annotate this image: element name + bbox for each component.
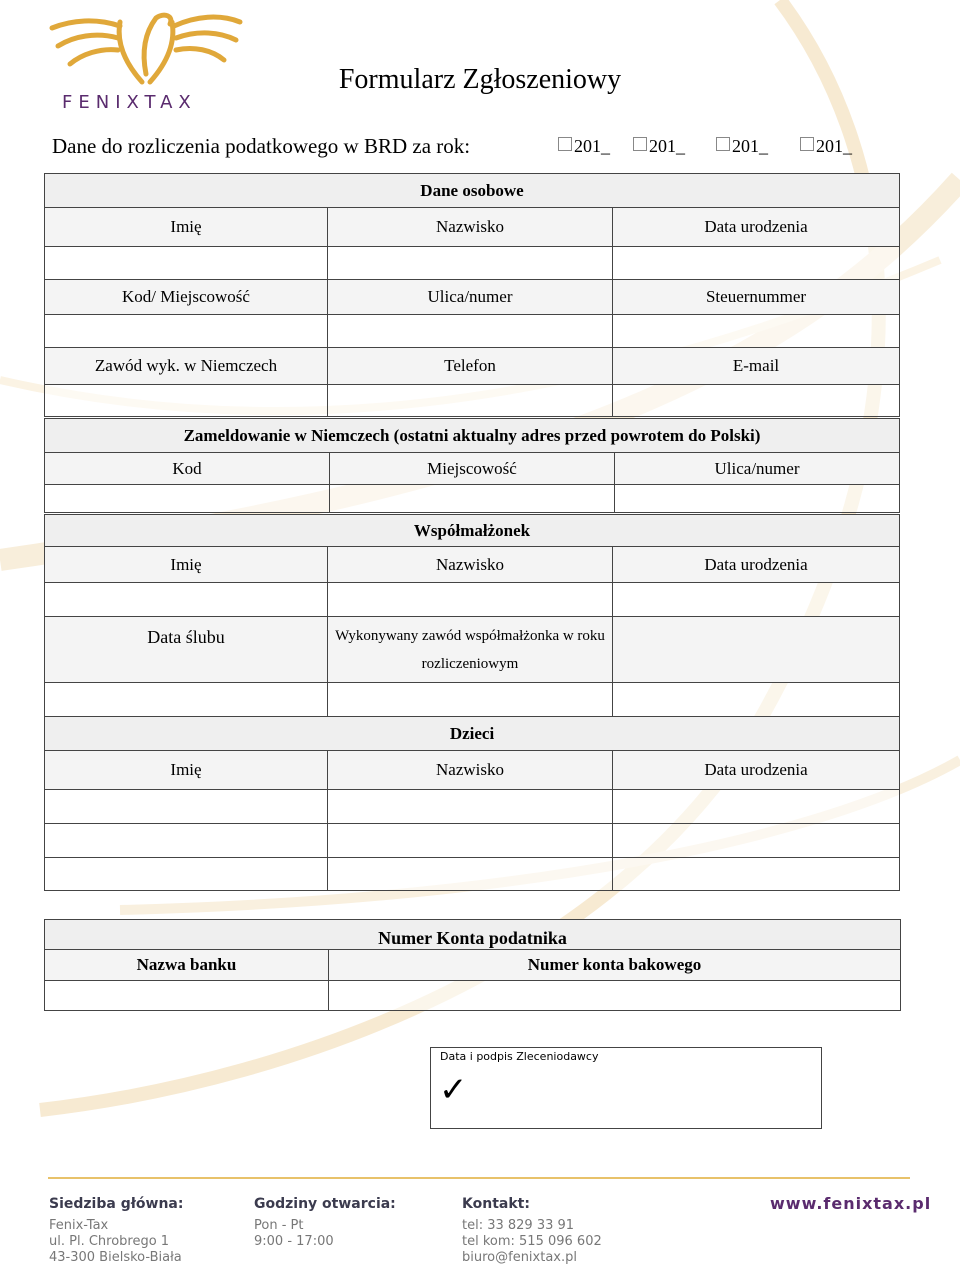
phone-label: Telefon (328, 348, 613, 385)
account-number-field[interactable] (329, 981, 901, 1011)
children-header: Dzieci (45, 717, 900, 751)
child-birth-date-label: Data urodzenia (613, 751, 900, 790)
year-option-2[interactable]: 201_ (633, 136, 685, 157)
spouse-birth-date-field[interactable] (613, 583, 900, 617)
tax-year-prompt: Dane do rozliczenia podatkowego w BRD za rok: (52, 134, 471, 158)
phone-field[interactable] (328, 385, 613, 417)
street-label: Ulica/numer (328, 280, 613, 315)
checkbox-icon[interactable] (633, 137, 647, 151)
child-3-birth-date-field[interactable] (613, 858, 900, 891)
tax-number-field[interactable] (613, 315, 900, 348)
email-label: E-mail (613, 348, 900, 385)
website-link[interactable]: www.fenixtax.pl (770, 1194, 932, 1213)
postal-city-label: Kod/ Miejscowość (45, 280, 328, 315)
footer-mobile[interactable]: tel kom: 515 096 602 (462, 1234, 602, 1249)
children-table (44, 716, 900, 891)
first-name-field[interactable] (45, 247, 328, 280)
child-2-last-name-field[interactable] (328, 824, 613, 858)
spouse-occupation-label: Wykonywany zawód współmałżonka w roku rozliczeniowym (328, 617, 613, 683)
account-number-label: Numer konta bakowego (329, 950, 901, 981)
personal-data-header: Dane osobowe (45, 174, 900, 208)
child-2-first-name-field[interactable] (45, 824, 328, 858)
bank-name-field[interactable] (45, 981, 329, 1011)
spouse-first-name-label: Imię (45, 547, 328, 583)
signature-label: Data i podpis Zleceniodawcy (440, 1050, 599, 1063)
year-option-4[interactable]: 201_ (800, 136, 852, 157)
email-field[interactable] (613, 385, 900, 417)
footer-contact (462, 1196, 602, 1266)
spouse-birth-date-label: Data urodzenia (613, 547, 900, 583)
checkbox-icon[interactable] (800, 137, 814, 151)
footer-hq-line: 43-300 Bielsko-Biała (49, 1250, 182, 1265)
bank-name-label: Nazwa banku (45, 950, 329, 981)
checkbox-icon[interactable] (558, 137, 572, 151)
birth-date-field[interactable] (613, 247, 900, 280)
footer-hours-line: 9:00 - 17:00 (254, 1234, 334, 1249)
child-last-name-label: Nazwisko (328, 751, 613, 790)
marriage-date-label: Data ślubu (45, 617, 328, 683)
checkbox-icon[interactable] (716, 137, 730, 151)
footer-opening-hours (254, 1196, 396, 1250)
child-3-first-name-field[interactable] (45, 858, 328, 891)
registration-city-label: Miejscowość (330, 453, 615, 485)
footer-hq-title: Siedziba główna: (49, 1196, 184, 1212)
phoenix-emblem-icon (46, 4, 246, 94)
logo-wordmark: FENIXTAX (62, 92, 197, 113)
child-1-birth-date-field[interactable] (613, 790, 900, 824)
checkmark-icon: ✓ (439, 1070, 468, 1110)
spouse-first-name-field[interactable] (45, 583, 328, 617)
footer-hq-line: ul. Pl. Chrobrego 1 (49, 1234, 170, 1249)
street-field[interactable] (328, 315, 613, 348)
child-2-birth-date-field[interactable] (613, 824, 900, 858)
child-3-last-name-field[interactable] (328, 858, 613, 891)
last-name-label: Nazwisko (328, 208, 613, 247)
registration-code-label: Kod (45, 453, 330, 485)
fenixtax-logo (46, 4, 246, 116)
occupation-germany-label: Zawód wyk. w Niemczech (45, 348, 328, 385)
spouse-header: Współmałżonek (45, 515, 900, 547)
footer-phone[interactable]: tel: 33 829 33 91 (462, 1218, 575, 1233)
year-option-3[interactable]: 201_ (716, 136, 768, 157)
spouse-extra-field[interactable] (613, 683, 900, 717)
spouse-occupation-input[interactable] (328, 683, 613, 717)
footer-divider (48, 1177, 910, 1179)
birth-date-label: Data urodzenia (613, 208, 900, 247)
tax-number-label: Steuernummer (613, 280, 900, 315)
child-1-first-name-field[interactable] (45, 790, 328, 824)
footer-email-link[interactable]: biuro@fenixtax.pl (462, 1250, 577, 1265)
personal-data-table (44, 173, 900, 417)
spouse-last-name-label: Nazwisko (328, 547, 613, 583)
year-option-1[interactable]: 201_ (558, 136, 610, 157)
footer-headquarters (49, 1196, 183, 1266)
last-name-field[interactable] (328, 247, 613, 280)
spouse-last-name-field[interactable] (328, 583, 613, 617)
bank-account-header: Numer Konta podatnika (45, 920, 901, 950)
footer-hours-title: Godziny otwarcia: (254, 1196, 396, 1212)
registration-street-field[interactable] (615, 485, 900, 513)
occupation-germany-field[interactable] (45, 385, 328, 417)
child-first-name-label: Imię (45, 751, 328, 790)
spouse-table (44, 514, 900, 717)
registration-header: Zameldowanie w Niemczech (ostatni aktualny adres przed powrotem do Polski) (45, 419, 900, 453)
spouse-occupation-field[interactable] (613, 617, 900, 683)
registration-city-field[interactable] (330, 485, 615, 513)
bank-account-table (44, 919, 901, 1011)
registration-code-field[interactable] (45, 485, 330, 513)
signature-box[interactable] (430, 1047, 822, 1129)
footer-contact-title: Kontakt: (462, 1196, 530, 1212)
footer-hq-line: Fenix-Tax (49, 1218, 109, 1233)
registration-street-label: Ulica/numer (615, 453, 900, 485)
child-1-last-name-field[interactable] (328, 790, 613, 824)
first-name-label: Imię (45, 208, 328, 247)
registration-table (44, 418, 900, 513)
footer-hours-line: Pon - Pt (254, 1218, 304, 1233)
form-title: Formularz Zgłoszeniowy (338, 64, 622, 95)
postal-city-field[interactable] (45, 315, 328, 348)
marriage-date-field[interactable] (45, 683, 328, 717)
